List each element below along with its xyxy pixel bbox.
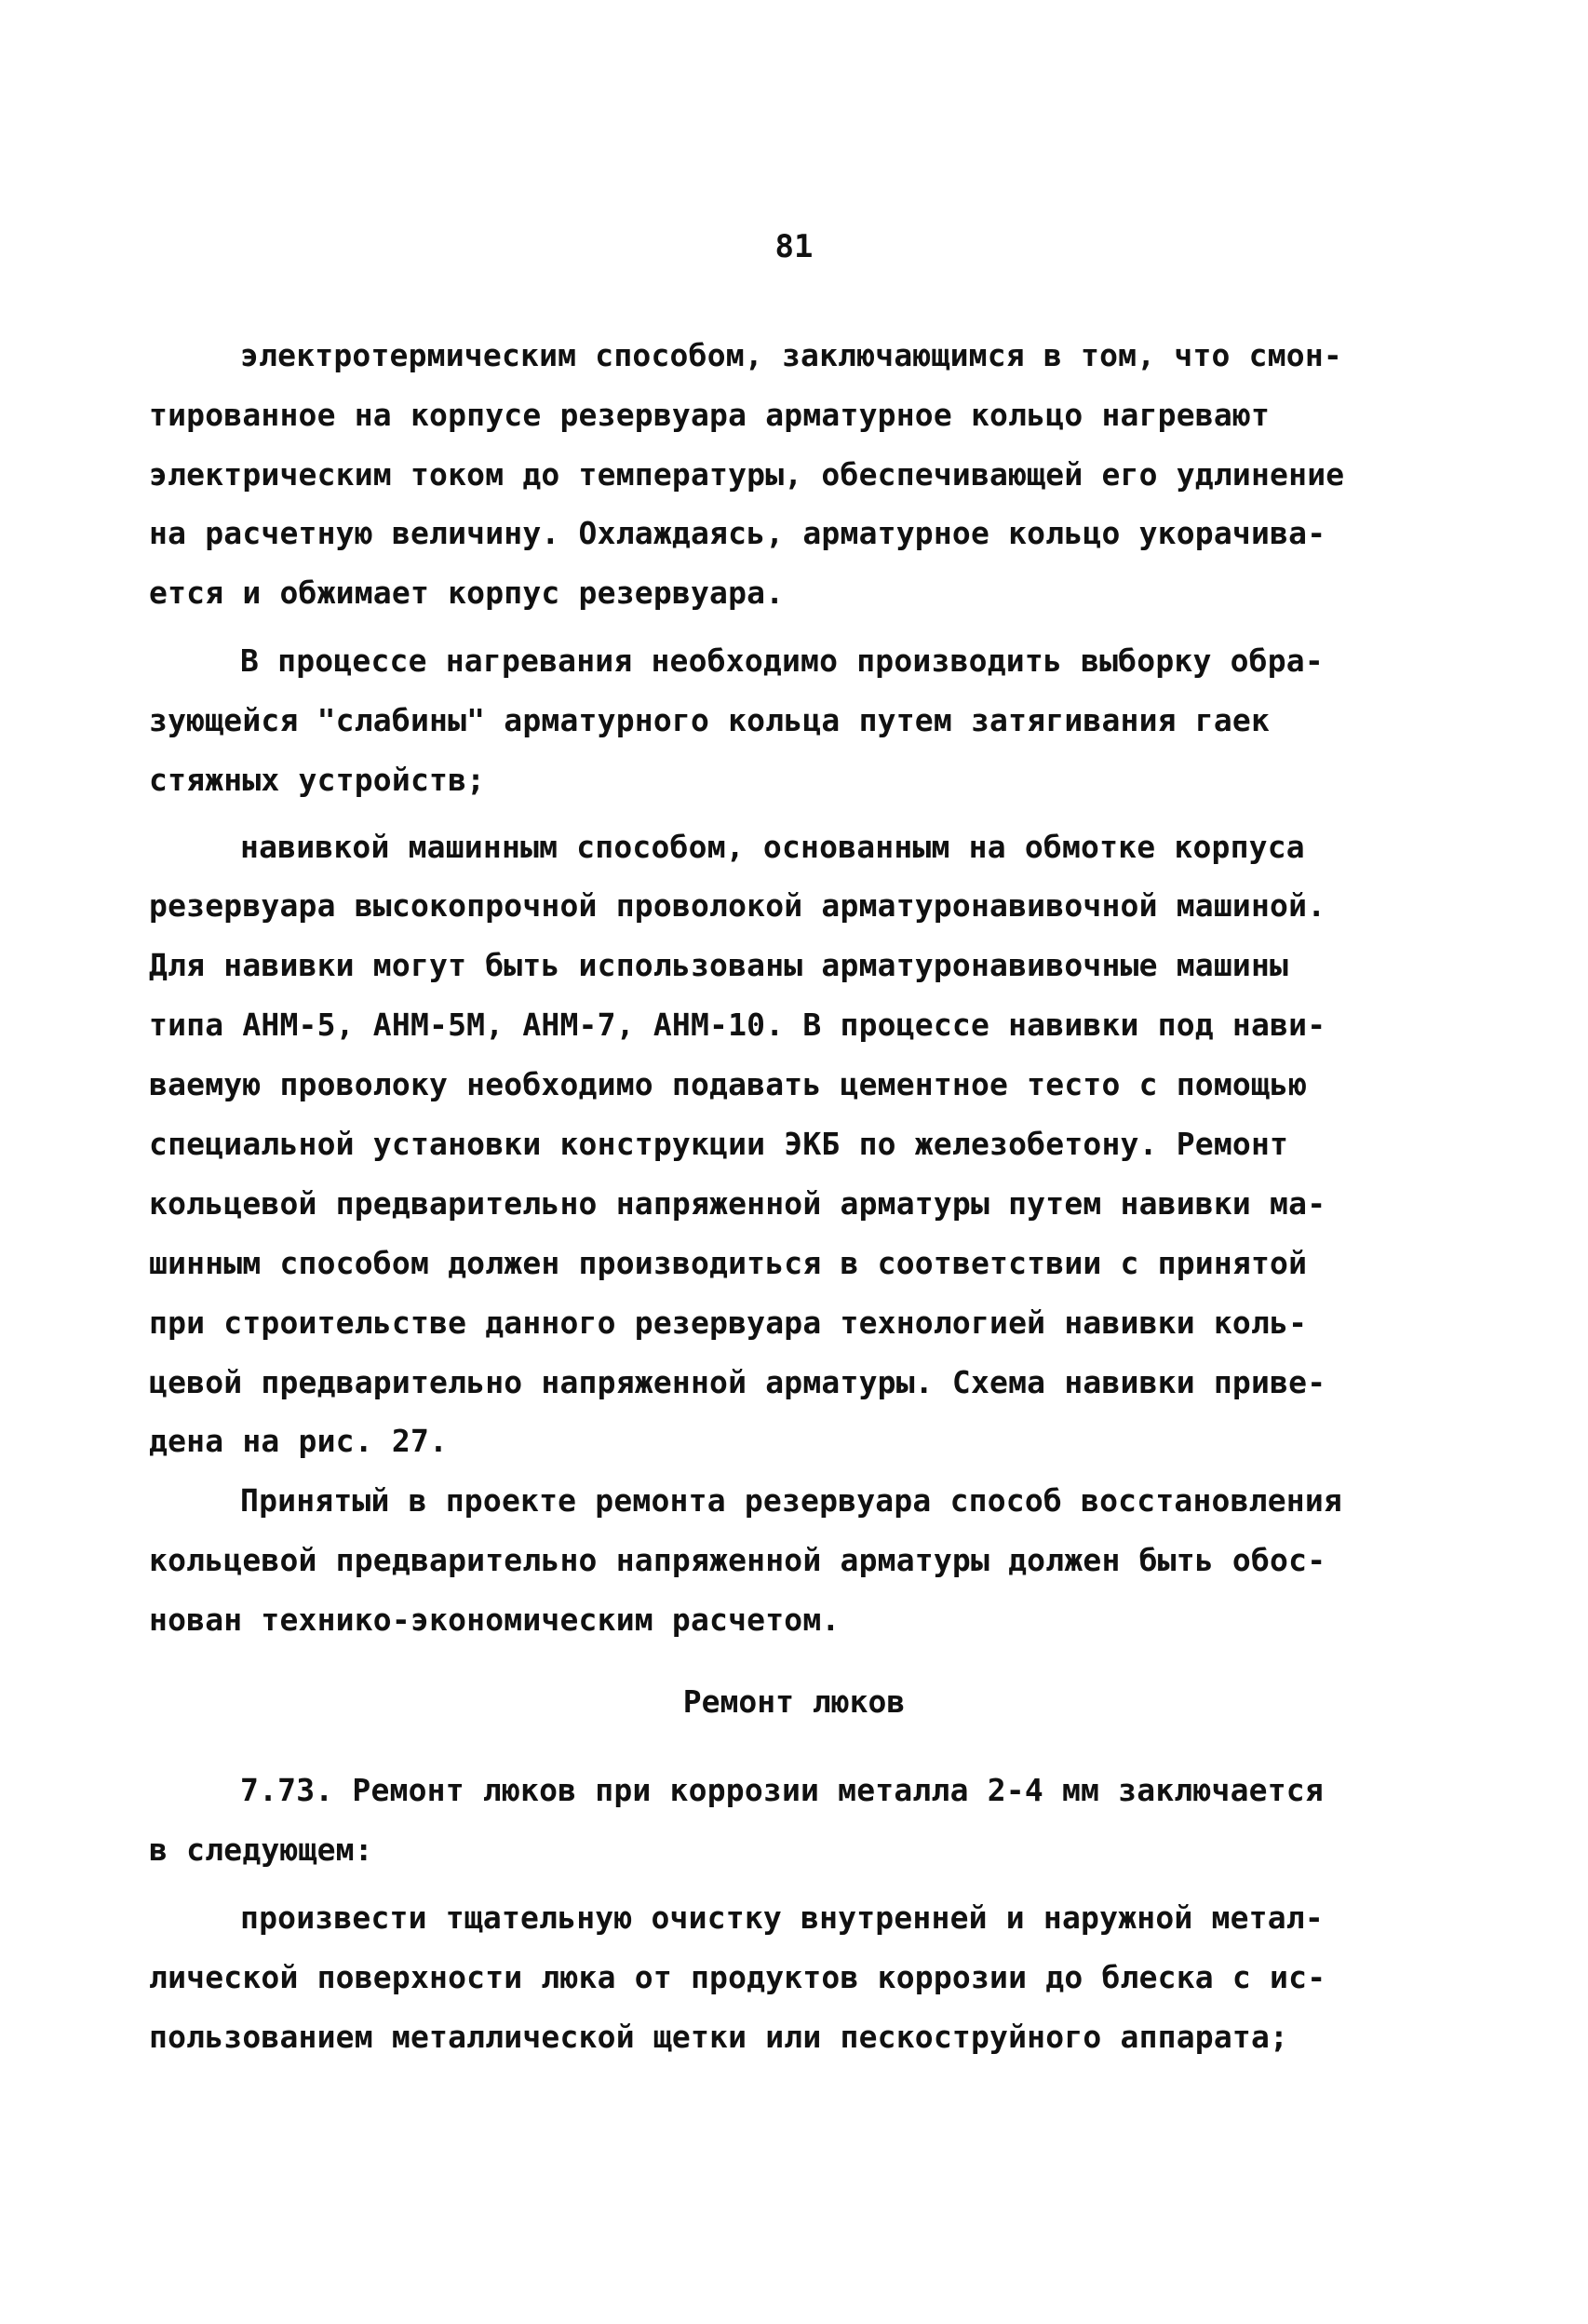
- text-line: на расчетную величину. Охлаждаясь, арматурное кольцо укорачива-: [149, 515, 1326, 551]
- text-line: дена на рис. 27.: [149, 1423, 449, 1459]
- text-line: пользованием металлической щетки или пескоструйного аппарата;: [149, 2019, 1289, 2055]
- text-line: шинным способом должен производиться в соответствии с принятой: [149, 1245, 1308, 1281]
- text-line: электрическим током до температуры, обеспечивающей его удлинение: [149, 456, 1345, 493]
- text-line: тированное на корпусе резервуара арматурное кольцо нагревают: [149, 397, 1271, 433]
- text-line: лической поверхности люка от продуктов коррозии до блеска с ис-: [149, 1959, 1326, 1995]
- text-line: специальной установки конструкции ЭКБ по железобетону. Ремонт: [149, 1126, 1289, 1162]
- text-line: цевой предварительно напряженной арматуры. Схема навивки приве-: [149, 1364, 1326, 1400]
- text-line: при строительстве данного резервуара технологией навивки коль-: [149, 1304, 1308, 1341]
- text-line: В процессе нагревания необходимо производить выборку обра-: [240, 642, 1324, 679]
- text-line: кольцевой предварительно напряженной арматуры должен быть обос-: [149, 1542, 1326, 1578]
- text-line: в следующем:: [149, 1831, 373, 1868]
- text-line: 7.73. Ремонт люков при коррозии металла 2-4 мм заключается: [240, 1772, 1324, 1808]
- text-line: зующейся "слабины" арматурного кольца путем затягивания гаек: [149, 702, 1271, 738]
- page-number: 81: [774, 228, 814, 265]
- text-line: стяжных устройств;: [149, 762, 486, 798]
- text-line: кольцевой предварительно напряженной арматуры путем навивки ма-: [149, 1185, 1326, 1222]
- text-line: ется и обжимает корпус резервуара.: [149, 574, 785, 611]
- text-line: Для навивки могут быть использованы арматуронавивочные машины: [149, 947, 1289, 983]
- text-line: произвести тщательную очистку внутренней и наружной метал-: [240, 1899, 1324, 1936]
- section-heading: Ремонт люков: [682, 1683, 906, 1720]
- text-line: электротермическим способом, заключающимся в том, что смон-: [240, 337, 1342, 373]
- text-line: Принятый в проекте ремонта резервуара способ восстановления: [240, 1482, 1342, 1519]
- text-line: резервуара высокопрочной проволокой арматуронавивочной машиной.: [149, 887, 1326, 924]
- text-line: навивкой машинным способом, основанным на обмотке корпуса: [240, 829, 1305, 865]
- text-line: типа АНМ-5, АНМ-5М, АНМ-7, АНМ-10. В процессе навивки под нави-: [149, 1007, 1326, 1043]
- text-line: нован технико-экономическим расчетом.: [149, 1601, 841, 1638]
- text-line: ваемую проволоку необходимо подавать цементное тесто с помощью: [149, 1066, 1308, 1102]
